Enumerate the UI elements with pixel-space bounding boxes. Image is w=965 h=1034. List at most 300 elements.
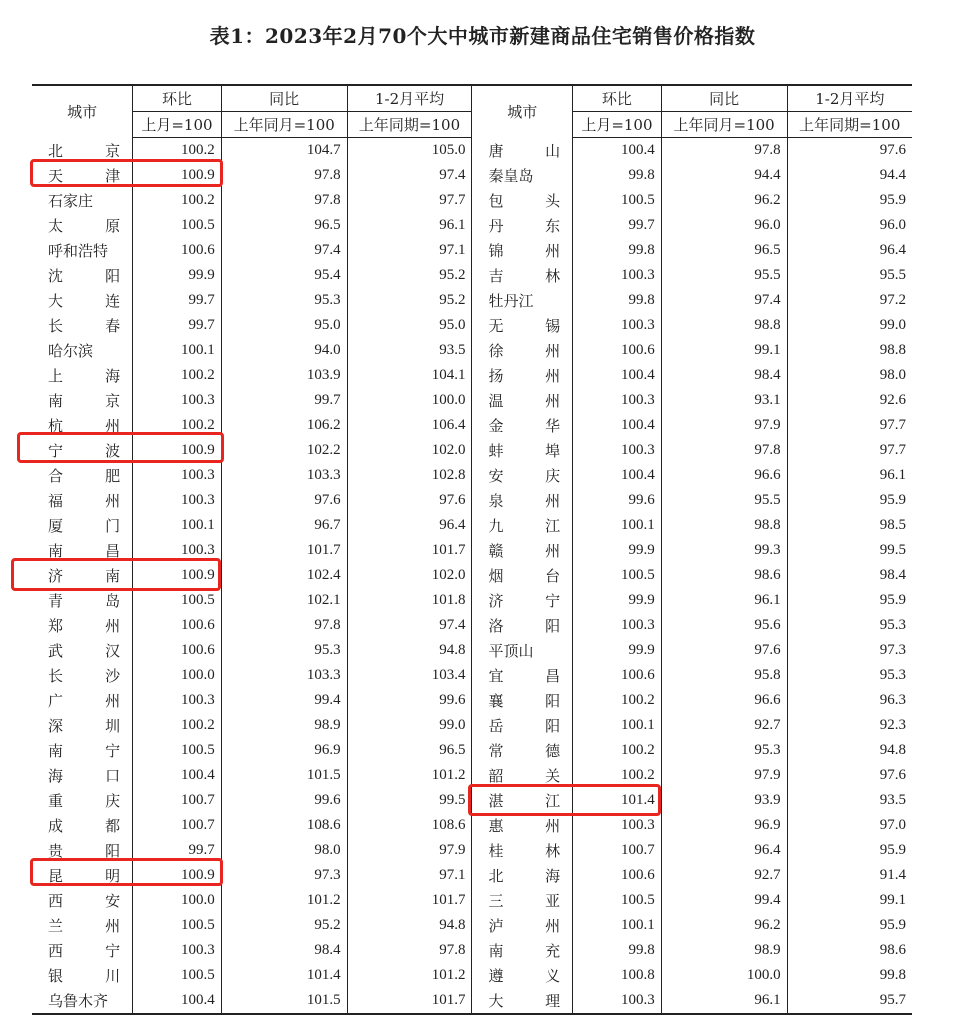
city-cell xyxy=(472,738,573,763)
avg-value: 97.1 xyxy=(347,863,472,888)
avg-value: 97.4 xyxy=(347,163,472,188)
city-cell xyxy=(32,513,133,538)
city-name: 宜 昌 xyxy=(488,667,561,685)
avg-value: 91.4 xyxy=(787,863,912,888)
mom-value: 100.3 xyxy=(133,463,222,488)
yoy-value: 101.2 xyxy=(221,888,347,913)
yoy-value: 96.9 xyxy=(221,738,347,763)
city-cell xyxy=(472,138,573,164)
yoy-value: 97.3 xyxy=(221,863,347,888)
city-cell xyxy=(472,263,573,288)
yoy-value: 95.0 xyxy=(221,313,347,338)
city-cell xyxy=(32,938,133,963)
city-cell xyxy=(32,788,133,813)
mom-value: 100.2 xyxy=(133,188,222,213)
avg-value: 92.3 xyxy=(787,713,912,738)
yoy-value: 101.7 xyxy=(221,538,347,563)
city-name: 乌鲁木齐 xyxy=(48,992,109,1010)
city-cell xyxy=(472,413,573,438)
city-name: 福 州 xyxy=(48,492,121,510)
city-cell xyxy=(472,688,573,713)
city-cell xyxy=(32,463,133,488)
mom-value: 100.7 xyxy=(573,838,662,863)
avg-value: 99.1 xyxy=(787,888,912,913)
city-name: 平顶山 xyxy=(488,642,534,660)
table-row xyxy=(32,663,912,688)
yoy-value: 96.6 xyxy=(661,463,787,488)
table-row xyxy=(32,613,912,638)
avg-value: 95.7 xyxy=(787,988,912,1014)
yoy-value: 98.8 xyxy=(661,513,787,538)
yoy-value: 103.3 xyxy=(221,663,347,688)
avg-value: 92.6 xyxy=(787,388,912,413)
avg-value: 93.5 xyxy=(347,338,472,363)
avg-value: 101.8 xyxy=(347,588,472,613)
city-name: 深 圳 xyxy=(48,717,121,735)
yoy-value: 95.8 xyxy=(661,663,787,688)
yoy-value: 101.5 xyxy=(221,988,347,1014)
city-name: 三 亚 xyxy=(488,892,561,910)
city-name: 长 春 xyxy=(48,317,121,335)
city-name: 岳 阳 xyxy=(488,717,561,735)
yoy-value: 95.2 xyxy=(221,913,347,938)
table-row xyxy=(32,988,912,1014)
mom-value: 100.0 xyxy=(133,663,222,688)
city-cell xyxy=(472,988,573,1014)
table-row xyxy=(32,313,912,338)
avg-value: 101.7 xyxy=(347,888,472,913)
highlight-box-jinan xyxy=(11,558,221,591)
city-name: 长 沙 xyxy=(48,667,121,685)
mom-value: 100.2 xyxy=(133,363,222,388)
city-cell xyxy=(32,813,133,838)
avg-value: 95.9 xyxy=(787,913,912,938)
city-cell xyxy=(472,438,573,463)
city-name: 蚌 埠 xyxy=(488,442,561,460)
city-cell xyxy=(472,588,573,613)
mom-value: 100.6 xyxy=(133,638,222,663)
mom-value: 100.3 xyxy=(133,938,222,963)
avg-value: 94.4 xyxy=(787,163,912,188)
city-cell xyxy=(472,463,573,488)
mom-value: 99.8 xyxy=(573,163,662,188)
header-mom-left: 环比 xyxy=(133,85,222,112)
header-avg-right: 1-2月平均 xyxy=(787,85,912,112)
highlight-box-zhanjiang xyxy=(468,784,661,816)
yoy-value: 97.8 xyxy=(661,438,787,463)
city-name: 吉 林 xyxy=(488,267,561,285)
avg-value: 98.0 xyxy=(787,363,912,388)
avg-value: 95.5 xyxy=(787,263,912,288)
yoy-value: 95.3 xyxy=(221,288,347,313)
table-row xyxy=(32,888,912,913)
mom-value: 100.9 xyxy=(133,863,222,888)
avg-value: 96.1 xyxy=(787,463,912,488)
avg-value: 94.8 xyxy=(347,638,472,663)
city-name: 兰 州 xyxy=(48,917,121,935)
city-name: 桂 林 xyxy=(488,842,561,860)
table-row xyxy=(32,238,912,263)
mom-value: 100.3 xyxy=(133,688,222,713)
avg-value: 94.8 xyxy=(347,913,472,938)
yoy-value: 99.7 xyxy=(221,388,347,413)
mom-value: 99.7 xyxy=(133,288,222,313)
city-cell xyxy=(472,913,573,938)
table-row xyxy=(32,488,912,513)
mom-value: 100.1 xyxy=(133,338,222,363)
mom-value: 99.8 xyxy=(573,238,662,263)
yoy-value: 92.7 xyxy=(661,713,787,738)
yoy-value: 95.3 xyxy=(221,638,347,663)
avg-value: 98.6 xyxy=(787,938,912,963)
mom-value: 100.9 xyxy=(133,438,222,463)
mom-value: 100.5 xyxy=(573,563,662,588)
yoy-value: 99.3 xyxy=(661,538,787,563)
table-row xyxy=(32,913,912,938)
table-row xyxy=(32,713,912,738)
yoy-value: 98.6 xyxy=(661,563,787,588)
yoy-value: 98.9 xyxy=(661,938,787,963)
city-name: 贵 阳 xyxy=(48,842,121,860)
avg-value: 102.0 xyxy=(347,563,472,588)
city-name: 赣 州 xyxy=(488,542,561,560)
city-cell xyxy=(472,213,573,238)
city-cell xyxy=(32,688,133,713)
yoy-value: 102.1 xyxy=(221,588,347,613)
table-row xyxy=(32,638,912,663)
yoy-value: 97.9 xyxy=(661,763,787,788)
mom-value: 101.4 xyxy=(573,788,662,813)
mom-value: 100.1 xyxy=(573,913,662,938)
mom-value: 100.5 xyxy=(133,213,222,238)
header-mom-base-left: 上月=100 xyxy=(133,112,222,138)
city-name: 无 锡 xyxy=(488,317,561,335)
city-name: 呼和浩特 xyxy=(48,242,109,260)
city-name: 海 口 xyxy=(48,767,121,785)
mom-value: 100.9 xyxy=(133,563,222,588)
yoy-value: 97.8 xyxy=(221,188,347,213)
city-name: 金 华 xyxy=(488,417,561,435)
yoy-value: 94.4 xyxy=(661,163,787,188)
yoy-value: 98.0 xyxy=(221,838,347,863)
yoy-value: 103.3 xyxy=(221,463,347,488)
city-name: 太 原 xyxy=(48,217,121,235)
city-cell xyxy=(472,813,573,838)
mom-value: 100.3 xyxy=(133,488,222,513)
yoy-value: 98.4 xyxy=(661,363,787,388)
table-row xyxy=(32,188,912,213)
table-title: 表1：2023年2月70个大中城市新建商品住宅销售价格指数 xyxy=(209,24,756,48)
yoy-value: 97.6 xyxy=(221,488,347,513)
yoy-value: 96.5 xyxy=(661,238,787,263)
yoy-value: 94.0 xyxy=(221,338,347,363)
city-name: 青 岛 xyxy=(48,592,121,610)
table-row xyxy=(32,213,912,238)
highlight-box-ningbo xyxy=(17,432,224,463)
avg-value: 95.3 xyxy=(787,663,912,688)
avg-value: 97.7 xyxy=(347,188,472,213)
avg-value: 97.4 xyxy=(347,613,472,638)
city-cell xyxy=(32,213,133,238)
yoy-value: 95.5 xyxy=(661,488,787,513)
mom-value: 100.2 xyxy=(133,138,222,164)
table-row xyxy=(32,338,912,363)
city-cell xyxy=(32,888,133,913)
mom-value: 100.3 xyxy=(573,438,662,463)
yoy-value: 96.5 xyxy=(221,213,347,238)
mom-value: 99.9 xyxy=(573,588,662,613)
yoy-value: 96.2 xyxy=(661,188,787,213)
city-name: 昆 明 xyxy=(48,867,121,885)
avg-value: 103.4 xyxy=(347,663,472,688)
header-avg-base-left: 上年同期=100 xyxy=(347,112,472,138)
city-name: 石家庄 xyxy=(48,192,94,210)
city-name: 烟 台 xyxy=(488,567,561,585)
avg-value: 97.9 xyxy=(347,838,472,863)
city-cell xyxy=(472,638,573,663)
yoy-value: 95.3 xyxy=(661,738,787,763)
city-cell xyxy=(472,163,573,188)
yoy-value: 97.8 xyxy=(661,138,787,164)
city-cell xyxy=(32,638,133,663)
avg-value: 101.7 xyxy=(347,538,472,563)
city-cell xyxy=(32,188,133,213)
city-name: 唐 山 xyxy=(488,141,561,160)
mom-value: 99.7 xyxy=(133,313,222,338)
city-name: 遵 义 xyxy=(488,967,561,985)
yoy-value: 97.6 xyxy=(661,638,787,663)
avg-value: 95.2 xyxy=(347,263,472,288)
yoy-value: 99.1 xyxy=(661,338,787,363)
city-name: 哈尔滨 xyxy=(48,342,94,360)
city-name: 泉 州 xyxy=(488,492,561,510)
city-name: 银 川 xyxy=(48,967,121,985)
mom-value: 100.5 xyxy=(133,738,222,763)
city-name: 南 京 xyxy=(48,392,121,410)
mom-value: 100.7 xyxy=(133,813,222,838)
yoy-value: 95.5 xyxy=(661,263,787,288)
mom-value: 100.6 xyxy=(573,338,662,363)
avg-value: 98.5 xyxy=(787,513,912,538)
city-cell xyxy=(472,388,573,413)
mom-value: 100.5 xyxy=(133,913,222,938)
avg-value: 99.0 xyxy=(787,313,912,338)
yoy-value: 97.4 xyxy=(661,288,787,313)
city-cell xyxy=(472,488,573,513)
yoy-value: 93.1 xyxy=(661,388,787,413)
city-name: 重 庆 xyxy=(48,792,121,810)
mom-value: 100.3 xyxy=(573,263,662,288)
mom-value: 100.5 xyxy=(573,188,662,213)
city-name: 大 连 xyxy=(48,292,121,310)
yoy-value: 102.2 xyxy=(221,438,347,463)
city-cell xyxy=(32,263,133,288)
yoy-value: 101.5 xyxy=(221,763,347,788)
yoy-value: 104.7 xyxy=(221,138,347,164)
avg-value: 104.1 xyxy=(347,363,472,388)
city-cell xyxy=(472,713,573,738)
avg-value: 97.6 xyxy=(787,138,912,164)
city-name: 北 京 xyxy=(48,141,121,160)
yoy-value: 108.6 xyxy=(221,813,347,838)
mom-value: 100.6 xyxy=(573,863,662,888)
city-cell xyxy=(472,888,573,913)
city-name: 九 江 xyxy=(488,517,561,535)
avg-value: 97.6 xyxy=(347,488,472,513)
header-mom-right: 环比 xyxy=(573,85,662,112)
city-cell xyxy=(32,288,133,313)
mom-value: 100.3 xyxy=(573,388,662,413)
avg-value: 96.4 xyxy=(347,513,472,538)
avg-value: 102.8 xyxy=(347,463,472,488)
city-cell xyxy=(472,338,573,363)
avg-value: 108.6 xyxy=(347,813,472,838)
header-yoy-base-left: 上年同月=100 xyxy=(221,112,347,138)
avg-value: 93.5 xyxy=(787,788,912,813)
city-name: 丹 东 xyxy=(488,217,561,235)
avg-value: 101.2 xyxy=(347,963,472,988)
city-name: 包 头 xyxy=(488,192,561,210)
avg-value: 96.4 xyxy=(787,238,912,263)
avg-value: 106.4 xyxy=(347,413,472,438)
table-row xyxy=(32,963,912,988)
city-cell xyxy=(472,863,573,888)
table-row xyxy=(32,288,912,313)
table-row xyxy=(32,513,912,538)
city-name: 上 海 xyxy=(48,367,121,385)
header-yoy-base-right: 上年同月=100 xyxy=(661,112,787,138)
avg-value: 99.8 xyxy=(787,963,912,988)
yoy-value: 92.7 xyxy=(661,863,787,888)
avg-value: 97.1 xyxy=(347,238,472,263)
mom-value: 100.3 xyxy=(573,313,662,338)
avg-value: 100.0 xyxy=(347,388,472,413)
mom-value: 100.2 xyxy=(573,763,662,788)
avg-value: 101.7 xyxy=(347,988,472,1014)
avg-value: 95.9 xyxy=(787,188,912,213)
mom-value: 100.5 xyxy=(133,963,222,988)
city-name: 成 都 xyxy=(48,817,121,835)
avg-value: 95.9 xyxy=(787,588,912,613)
highlight-box-tianjin xyxy=(30,159,223,187)
avg-value: 99.0 xyxy=(347,713,472,738)
city-name: 合 肥 xyxy=(48,467,121,485)
avg-value: 97.0 xyxy=(787,813,912,838)
avg-value: 102.0 xyxy=(347,438,472,463)
city-cell xyxy=(32,613,133,638)
header-avg-left: 1-2月平均 xyxy=(347,85,472,112)
city-cell xyxy=(32,238,133,263)
avg-value: 95.3 xyxy=(787,613,912,638)
city-name: 惠 州 xyxy=(488,817,561,835)
mom-value: 99.8 xyxy=(573,938,662,963)
table-row xyxy=(32,688,912,713)
city-cell xyxy=(472,363,573,388)
city-name: 大 理 xyxy=(488,992,561,1010)
city-name: 南 充 xyxy=(488,942,561,960)
mom-value: 100.8 xyxy=(573,963,662,988)
city-name: 西 宁 xyxy=(48,942,121,960)
city-cell xyxy=(472,963,573,988)
city-name: 武 汉 xyxy=(48,642,121,660)
city-name: 西 安 xyxy=(48,892,121,910)
mom-value: 100.6 xyxy=(133,238,222,263)
city-cell xyxy=(472,663,573,688)
yoy-value: 101.4 xyxy=(221,963,347,988)
table-row xyxy=(32,263,912,288)
mom-value: 99.6 xyxy=(573,488,662,513)
city-name: 温 州 xyxy=(488,392,561,410)
yoy-value: 96.1 xyxy=(661,988,787,1014)
table-row xyxy=(32,738,912,763)
mom-value: 100.2 xyxy=(133,713,222,738)
yoy-value: 98.8 xyxy=(661,313,787,338)
mom-value: 100.3 xyxy=(133,538,222,563)
avg-value: 99.6 xyxy=(347,688,472,713)
mom-value: 100.9 xyxy=(133,163,222,188)
mom-value: 100.4 xyxy=(133,988,222,1014)
yoy-value: 97.4 xyxy=(221,238,347,263)
yoy-value: 96.7 xyxy=(221,513,347,538)
city-cell xyxy=(32,488,133,513)
mom-value: 100.2 xyxy=(573,738,662,763)
yoy-value: 99.6 xyxy=(221,788,347,813)
avg-value: 96.5 xyxy=(347,738,472,763)
city-name: 秦皇岛 xyxy=(488,167,534,185)
avg-value: 96.1 xyxy=(347,213,472,238)
city-name: 洛 阳 xyxy=(488,617,561,635)
avg-value: 101.2 xyxy=(347,763,472,788)
city-cell xyxy=(472,188,573,213)
avg-value: 97.2 xyxy=(787,288,912,313)
yoy-value: 98.4 xyxy=(221,938,347,963)
city-name: 常 德 xyxy=(488,742,561,760)
city-name: 济 南 xyxy=(48,567,121,585)
city-name: 牡丹江 xyxy=(488,292,534,310)
mom-value: 100.7 xyxy=(133,788,222,813)
mom-value: 100.4 xyxy=(133,763,222,788)
yoy-value: 93.9 xyxy=(661,788,787,813)
table-row xyxy=(32,363,912,388)
avg-value: 95.9 xyxy=(787,488,912,513)
city-cell xyxy=(472,563,573,588)
yoy-value: 100.0 xyxy=(661,963,787,988)
avg-value: 96.3 xyxy=(787,688,912,713)
avg-value: 98.8 xyxy=(787,338,912,363)
city-cell xyxy=(32,988,133,1014)
mom-value: 99.9 xyxy=(573,638,662,663)
mom-value: 99.9 xyxy=(133,263,222,288)
city-name: 天 津 xyxy=(48,167,121,185)
yoy-value: 96.0 xyxy=(661,213,787,238)
avg-value: 97.7 xyxy=(787,413,912,438)
city-name: 南 昌 xyxy=(48,542,121,560)
yoy-value: 106.2 xyxy=(221,413,347,438)
avg-value: 105.0 xyxy=(347,138,472,164)
mom-value: 100.4 xyxy=(573,463,662,488)
city-cell xyxy=(472,513,573,538)
yoy-value: 97.9 xyxy=(661,413,787,438)
city-cell xyxy=(32,363,133,388)
table-row xyxy=(32,588,912,613)
mom-value: 99.7 xyxy=(133,838,222,863)
yoy-value: 95.6 xyxy=(661,613,787,638)
yoy-value: 97.8 xyxy=(221,613,347,638)
table-row xyxy=(32,388,912,413)
yoy-value: 96.6 xyxy=(661,688,787,713)
city-cell xyxy=(472,938,573,963)
avg-value: 95.9 xyxy=(787,838,912,863)
